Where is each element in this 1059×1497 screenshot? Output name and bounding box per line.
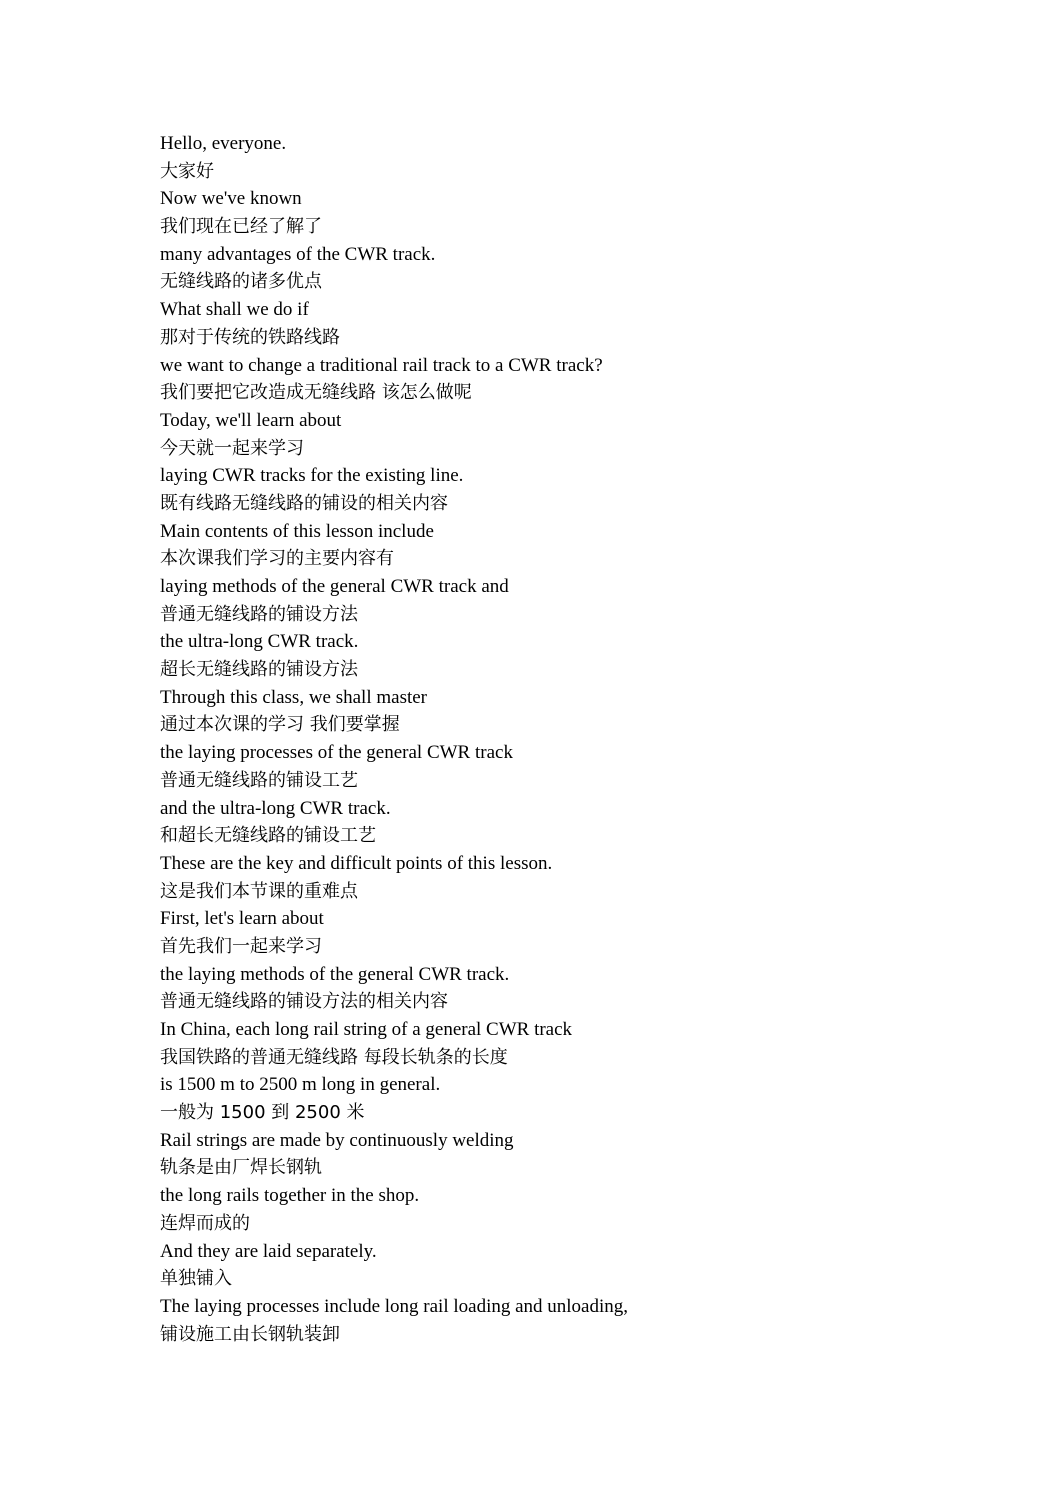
- transcript-line-chinese: 普通无缝线路的铺设方法: [160, 603, 358, 625]
- transcript-line-chinese: 无缝线路的诸多优点: [160, 271, 322, 293]
- transcript-text: [160, 130, 920, 1348]
- transcript-line-chinese: 超长无缝线路的铺设方法: [160, 659, 358, 681]
- transcript-line-english: These are the key and difficult points of this lesson.: [160, 852, 553, 874]
- transcript-line-chinese: 铺设施工由长钢轨装卸: [160, 1323, 340, 1345]
- transcript-line-english: the ultra-long CWR track.: [160, 631, 359, 653]
- transcript-line-chinese: 我们现在已经了解了: [160, 216, 322, 238]
- transcript-line-chinese: 首先我们一起来学习: [160, 935, 322, 957]
- transcript-line-chinese: 单独铺入: [160, 1268, 232, 1290]
- transcript-line-english: is 1500 m to 2500 m long in general.: [160, 1074, 441, 1096]
- transcript-line-chinese: 连焊而成的: [160, 1212, 250, 1234]
- transcript-line-english: First, let's learn about: [160, 908, 324, 930]
- transcript-line-chinese: 轨条是由厂焊长钢轨: [160, 1157, 322, 1179]
- transcript-line-chinese: 我国铁路的普通无缝线路 每段长轨条的长度: [160, 1046, 508, 1068]
- transcript-line-english: we want to change a traditional rail track to a CWR track?: [160, 354, 603, 376]
- transcript-line-chinese: 既有线路无缝线路的铺设的相关内容: [160, 492, 448, 514]
- transcript-line-english: Main contents of this lesson include: [160, 520, 434, 542]
- transcript-line-chinese: 今天就一起来学习: [160, 437, 304, 459]
- transcript-line-chinese: 一般为 1500 到 2500 米: [160, 1102, 365, 1124]
- transcript-line-chinese: 和超长无缝线路的铺设工艺: [160, 825, 376, 847]
- transcript-line-english: Now we've known: [160, 188, 302, 210]
- transcript-line-chinese: 通过本次课的学习 我们要掌握: [160, 714, 400, 736]
- transcript-line-english: the laying methods of the general CWR track.: [160, 963, 510, 985]
- transcript-line-chinese: 我们要把它改造成无缝线路 该怎么做呢: [160, 382, 472, 404]
- transcript-line-english: laying methods of the general CWR track and: [160, 576, 509, 597]
- transcript-line-chinese: 这是我们本节课的重难点: [160, 880, 358, 902]
- transcript-line-english: The laying processes include long rail loading and unloading,: [160, 1295, 629, 1317]
- transcript-line-english: What shall we do if: [160, 299, 309, 321]
- transcript-line-chinese: 大家好: [160, 160, 214, 182]
- transcript-line-chinese: 普通无缝线路的铺设方法的相关内容: [160, 991, 448, 1013]
- transcript-line-english: Hello, everyone.: [160, 133, 287, 154]
- transcript-line-english: Through this class, we shall master: [160, 686, 428, 708]
- transcript-line-chinese: 那对于传统的铁路线路: [160, 326, 340, 348]
- transcript-line-english: laying CWR tracks for the existing line.: [160, 465, 464, 487]
- transcript-line-english: And they are laid separately.: [160, 1240, 377, 1262]
- transcript-line-chinese: 普通无缝线路的铺设工艺: [160, 769, 358, 791]
- transcript-line-english: Today, we'll learn about: [160, 409, 342, 431]
- transcript-line-english: Rail strings are made by continuously welding: [160, 1129, 514, 1151]
- transcript-line-english: and the ultra-long CWR track.: [160, 797, 391, 819]
- transcript-line-english: the laying processes of the general CWR track: [160, 742, 513, 764]
- transcript-line-english: the long rails together in the shop.: [160, 1185, 420, 1207]
- transcript-line-english: many advantages of the CWR track.: [160, 243, 436, 265]
- transcript-line-chinese: 本次课我们学习的主要内容有: [160, 548, 394, 570]
- transcript-line-english: In China, each long rail string of a general CWR track: [160, 1019, 573, 1040]
